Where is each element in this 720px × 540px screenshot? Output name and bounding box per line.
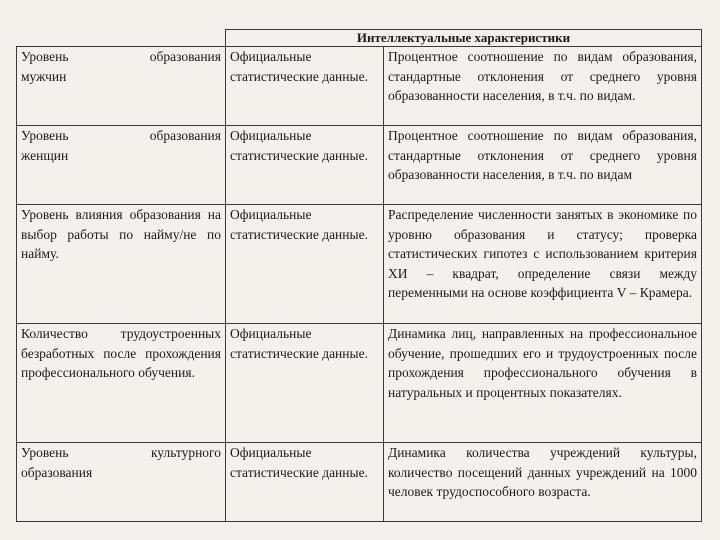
- row-label-part: Уровень: [21, 445, 69, 460]
- table-row: [17, 205, 702, 324]
- row-label-part: Уровень: [21, 128, 69, 143]
- table-row: [17, 443, 702, 522]
- header-empty-cell: [17, 30, 226, 47]
- method-cell: Динамика лиц, направленных на профессиональное обучение, прошедших его и трудоустроенных после прохождения профессионального обучения в натуральных и процентных показателях.: [384, 324, 702, 443]
- row-label-part: образования: [149, 49, 221, 64]
- method-cell: Распределение численности занятых в экономике по уровню образования и статусу; проверка статистических гипотез с использованием критерия ХИ – квадрат, определение связи между переменными на основе коэффициента V – Крамера.: [384, 205, 702, 324]
- method-cell: Процентное соотношение по видам образования, стандартные отклонения от среднего уровня образованности населения, в т.ч. по видам.: [384, 47, 702, 126]
- data-source-cell: Официальные статистические данные.: [226, 126, 384, 205]
- table-row: [17, 126, 702, 205]
- data-source-cell: Официальные статистические данные.: [226, 443, 384, 522]
- data-source-cell: Официальные статистические данные.: [226, 47, 384, 126]
- characteristics-table: [16, 29, 702, 522]
- method-cell: Процентное соотношение по видам образования, стандартные отклонения от среднего уровня образованности населения, в т.ч. по видам: [384, 126, 702, 205]
- table-row: [17, 324, 702, 443]
- table-header-row: [17, 30, 702, 47]
- data-source-cell: Официальные статистические данные.: [226, 324, 384, 443]
- row-label-part: мужчин: [21, 68, 67, 84]
- data-source-cell: Официальные статистические данные.: [226, 205, 384, 324]
- row-label-cell: [17, 126, 226, 205]
- table-header: Интеллектуальные характеристики: [226, 30, 702, 47]
- row-label-part: Уровень: [21, 49, 69, 64]
- row-label-cell: [17, 47, 226, 126]
- row-label-part: женщин: [21, 147, 69, 163]
- row-label-part: культурного: [150, 445, 221, 460]
- row-label-part: образования: [149, 128, 221, 143]
- table-row: [17, 47, 702, 126]
- method-cell: Динамика количества учреждений культуры, количество посещений данных учреждений на 1000 человек трудоспособного возраста.: [384, 443, 702, 522]
- row-label-cell: [17, 443, 226, 522]
- row-label-cell: Количество трудоустроенных безработных после прохождения профессионального обучения.: [17, 324, 226, 443]
- row-label-part: образования: [21, 464, 93, 480]
- row-label-cell: Уровень влияния образования на выбор работы по найму/не по найму.: [17, 205, 226, 324]
